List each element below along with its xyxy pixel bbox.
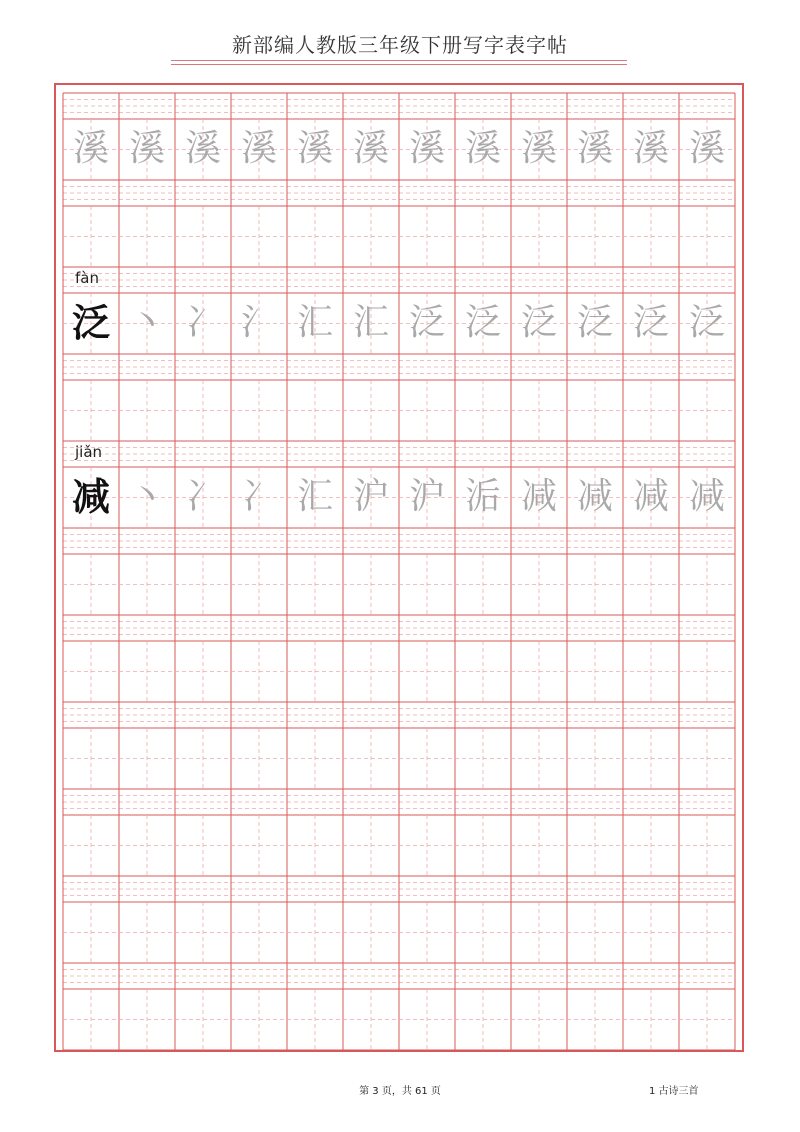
trace-character: 减 bbox=[688, 476, 725, 517]
trace-character bbox=[679, 382, 735, 438]
trace-character bbox=[119, 556, 175, 612]
trace-character bbox=[455, 556, 511, 612]
model-character bbox=[63, 208, 119, 264]
trace-character: 溪 bbox=[352, 128, 389, 169]
trace-character bbox=[455, 382, 511, 438]
character-row bbox=[63, 295, 735, 351]
trace-character: 泛 bbox=[464, 302, 501, 343]
trace-character bbox=[679, 556, 735, 612]
trace-character: 丶 bbox=[128, 476, 165, 517]
trace-character bbox=[399, 208, 455, 264]
trace-character bbox=[455, 208, 511, 264]
trace-character bbox=[287, 556, 343, 612]
trace-character bbox=[175, 556, 231, 612]
character-row bbox=[63, 208, 735, 264]
trace-character bbox=[567, 556, 623, 612]
character-row bbox=[63, 382, 735, 438]
trace-character bbox=[119, 382, 175, 438]
trace-character bbox=[623, 208, 679, 264]
trace-character bbox=[343, 208, 399, 264]
trace-character: 溪 bbox=[464, 128, 501, 169]
trace-character: 溪 bbox=[576, 128, 613, 169]
page-title: 新部编人教版三年级下册写字表字帖 bbox=[232, 33, 568, 57]
trace-character: 溪 bbox=[296, 128, 333, 169]
pinyin-label: jiǎn bbox=[75, 443, 103, 461]
trace-character: 汇 bbox=[296, 476, 333, 517]
trace-character bbox=[231, 382, 287, 438]
page-number: 第 3 页，共 61 页 bbox=[359, 1086, 441, 1097]
trace-character: 溪 bbox=[632, 128, 669, 169]
trace-character bbox=[175, 208, 231, 264]
trace-character bbox=[119, 208, 175, 264]
trace-character: 泛 bbox=[632, 302, 669, 343]
trace-character bbox=[623, 556, 679, 612]
trace-character: 泛 bbox=[408, 302, 445, 343]
trace-character bbox=[287, 208, 343, 264]
trace-character bbox=[231, 556, 287, 612]
model-character: 减 bbox=[71, 474, 110, 519]
model-character bbox=[63, 556, 119, 612]
trace-character bbox=[399, 382, 455, 438]
trace-character: 冫 bbox=[184, 476, 221, 517]
trace-character: 溪 bbox=[240, 128, 277, 169]
trace-character bbox=[511, 382, 567, 438]
model-character bbox=[63, 382, 119, 438]
trace-character bbox=[343, 382, 399, 438]
character-row bbox=[63, 121, 735, 177]
trace-character: 减 bbox=[520, 476, 557, 517]
lesson-name: 1 古诗三首 bbox=[649, 1086, 699, 1097]
trace-character bbox=[287, 382, 343, 438]
trace-character: 减 bbox=[576, 476, 613, 517]
trace-character bbox=[511, 556, 567, 612]
trace-character: 沪 bbox=[352, 476, 389, 517]
trace-character: 丶 bbox=[128, 302, 165, 343]
trace-character: 减 bbox=[632, 476, 669, 517]
trace-character: 溪 bbox=[184, 128, 221, 169]
trace-character: 洉 bbox=[464, 476, 501, 517]
trace-character: 冫 bbox=[184, 302, 221, 343]
trace-character: 溪 bbox=[128, 128, 165, 169]
trace-character bbox=[567, 382, 623, 438]
character-row bbox=[63, 556, 735, 612]
trace-character: 溪 bbox=[520, 128, 557, 169]
trace-character bbox=[623, 382, 679, 438]
trace-character bbox=[679, 208, 735, 264]
trace-character: 汇 bbox=[352, 302, 389, 343]
model-character: 泛 bbox=[71, 300, 110, 345]
trace-character bbox=[231, 208, 287, 264]
trace-character: 氵 bbox=[240, 302, 277, 343]
character-row bbox=[63, 469, 735, 525]
trace-character: 沪 bbox=[408, 476, 445, 517]
model-character: 溪 bbox=[72, 128, 109, 169]
trace-character bbox=[175, 382, 231, 438]
trace-character: 冫 bbox=[240, 476, 277, 517]
trace-character: 泛 bbox=[688, 302, 725, 343]
trace-character bbox=[511, 208, 567, 264]
pinyin-label: fàn bbox=[75, 269, 99, 287]
trace-character bbox=[343, 556, 399, 612]
trace-character bbox=[567, 208, 623, 264]
trace-character bbox=[399, 556, 455, 612]
trace-character: 溪 bbox=[688, 128, 725, 169]
trace-character: 泛 bbox=[576, 302, 613, 343]
trace-character: 溪 bbox=[408, 128, 445, 169]
trace-character: 汇 bbox=[296, 302, 333, 343]
trace-character: 泛 bbox=[520, 302, 557, 343]
